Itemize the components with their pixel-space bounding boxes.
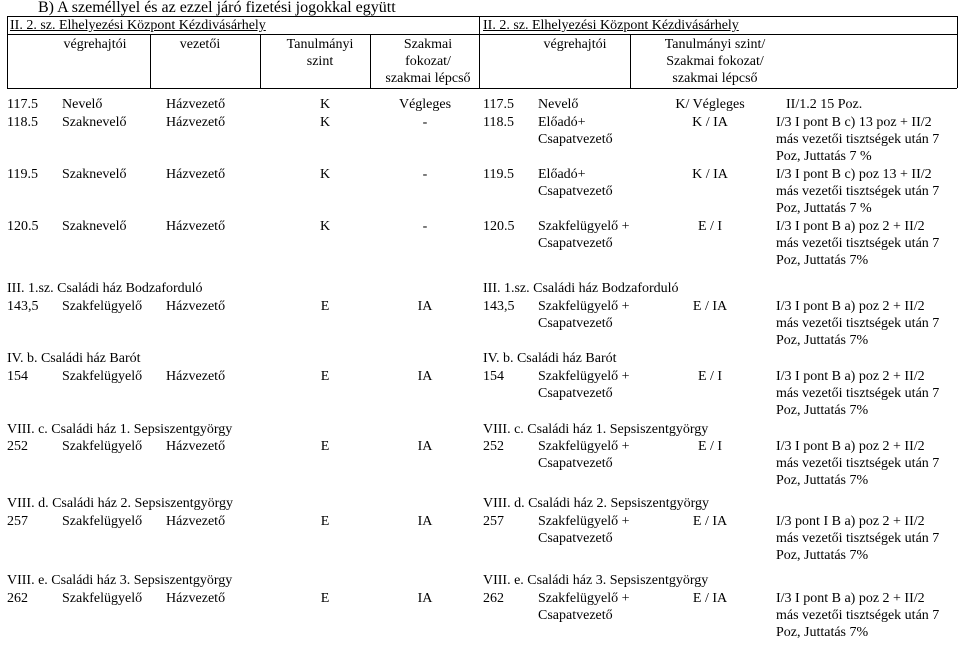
section-right-7: VIII. d. Családi ház 2. Sepsiszentgyörgy (483, 496, 710, 511)
row-right-note-line-2: más vezetői tisztségek után 7 (776, 531, 940, 546)
row-left-manager: Házvezető (166, 167, 226, 182)
section-left-8: VIII. e. Családi ház 3. Sepsiszentgyörgy (7, 573, 233, 588)
row-right-position-line-2: Csapatvezető (538, 531, 613, 546)
row-right-note-line-3: Poz, Juttatás 7% (776, 548, 869, 563)
row-left-study-level: K (319, 219, 331, 234)
row-left-position: Szaknevelő (62, 115, 127, 130)
row-right-note-line-1: I/3 I pont B a) poz 2 + II/2 (776, 219, 925, 234)
row-left-grade: - (422, 167, 428, 182)
header-col-divider-2 (260, 34, 261, 88)
row-right-number: 117.5 (483, 97, 514, 112)
row-right-note-line-2: más vezetői tisztségek után 7 (776, 386, 940, 401)
right-col-header-2-line-2: Szakmai fokozat/ (666, 54, 764, 69)
row-right-position-line-1: Szakfelügyelő + (538, 299, 630, 314)
row-right-note-line-1: I/3 I pont B a) poz 2 + II/2 (776, 369, 925, 384)
row-left-number: 143,5 (7, 299, 39, 314)
section-right-8: VIII. e. Családi ház 3. Sepsiszentgyörgy (483, 573, 709, 588)
row-right-number: 252 (483, 439, 504, 454)
row-right-note: II/1.2 15 Poz. (786, 97, 863, 112)
row-left-manager: Házvezető (166, 219, 226, 234)
row-left-manager: Házvezető (166, 369, 226, 384)
left-unit-title: II. 2. sz. Elhelyezési Központ Kézdivásárhely (10, 18, 266, 33)
row-left-grade: IA (417, 439, 433, 454)
header-col-divider-1 (150, 34, 151, 88)
row-left-grade: IA (417, 299, 433, 314)
row-right-note-line-3: Poz, Juttatás 7 % (776, 149, 872, 164)
right-col-header-2-line-3: szakmai lépcső (672, 71, 758, 86)
row-right-position-line-1: Szakfelügyelő + (538, 439, 630, 454)
row-right-position-line-2: Csapatvezető (538, 386, 613, 401)
row-right-position: Nevelő (538, 97, 579, 112)
left-col-header-4-line-3: szakmai lépcső (385, 71, 471, 86)
left-col-header-2: vezetői (179, 37, 221, 52)
row-right-note-line-1: I/3 I pont B c) poz 13 + II/2 (776, 167, 932, 182)
left-col-header-4-line-1: Szakmai (403, 37, 453, 52)
row-right-grade: E / IA (692, 591, 728, 606)
row-left-position: Szakfelügyelő (62, 514, 143, 529)
row-left-position: Szakfelügyelő (62, 299, 143, 314)
left-col-header-4-line-2: fokozat/ (405, 54, 451, 69)
row-right-note-line-2: más vezetői tisztségek után 7 (776, 316, 940, 331)
document-title: B) A személlyel és az ezzel járó fizetési jogokkal együtt (38, 0, 396, 16)
row-left-position: Szakfelügyelő (62, 591, 143, 606)
left-col-header-3-line-1: Tanulmányi (286, 37, 354, 52)
row-right-number: 143,5 (483, 299, 515, 314)
row-right-note-line-2: más vezetői tisztségek után 7 (776, 132, 940, 147)
row-right-note-line-3: Poz, Juttatás 7 % (776, 201, 872, 216)
row-right-position-line-1: Szakfelügyelő + (538, 369, 630, 384)
row-left-position: Szakfelügyelő (62, 439, 143, 454)
header-col-divider-3 (370, 34, 371, 88)
row-right-position-line-2: Csapatvezető (538, 184, 613, 199)
row-right-number: 120.5 (483, 219, 515, 234)
row-right-note-line-3: Poz, Juttatás 7% (776, 625, 869, 640)
row-left-position: Szaknevelő (62, 167, 127, 182)
row-right-position-line-2: Csapatvezető (538, 456, 613, 471)
row-right-note-line-1: I/3 I pont B c) 13 poz + II/2 (776, 115, 932, 130)
row-right-grade: K/ Végleges (675, 97, 745, 112)
right-border (957, 16, 958, 88)
row-right-position-line-1: Előadó+ (538, 115, 586, 130)
row-left-study-level: E (320, 514, 330, 529)
header-col-divider-5 (630, 34, 631, 88)
section-left-7: VIII. d. Családi ház 2. Sepsiszentgyörgy (7, 496, 234, 511)
row-right-grade: K / IA (692, 115, 728, 130)
row-right-number: 262 (483, 591, 504, 606)
row-right-number: 119.5 (483, 167, 514, 182)
row-left-manager: Házvezető (166, 299, 226, 314)
left-col-header-1: végrehajtói (63, 37, 127, 52)
right-col-header-1: végrehajtói (543, 37, 607, 52)
row-right-position-line-2: Csapatvezető (538, 132, 613, 147)
row-left-study-level: K (319, 115, 331, 130)
row-left-grade: - (422, 219, 428, 234)
row-left-grade: IA (417, 591, 433, 606)
row-right-note-line-2: más vezetői tisztségek után 7 (776, 456, 940, 471)
row-left-study-level: K (319, 167, 331, 182)
row-right-grade: E / I (697, 369, 723, 384)
row-left-number: 119.5 (7, 167, 38, 182)
row-left-study-level: E (320, 439, 330, 454)
row-right-note-line-3: Poz, Juttatás 7% (776, 473, 869, 488)
row-right-note-line-2: más vezetői tisztségek után 7 (776, 184, 940, 199)
row-right-number: 118.5 (483, 115, 514, 130)
row-left-grade: Végleges (398, 97, 452, 112)
row-left-manager: Házvezető (166, 514, 226, 529)
row-left-number: 252 (7, 439, 28, 454)
row-right-note-line-3: Poz, Juttatás 7% (776, 403, 869, 418)
row-left-number: 154 (7, 369, 28, 384)
row-right-position-line-2: Csapatvezető (538, 608, 613, 623)
row-right-grade: E / IA (692, 514, 728, 529)
row-left-study-level: E (320, 299, 330, 314)
row-right-note-line-3: Poz, Juttatás 7% (776, 253, 869, 268)
right-unit-title: II. 2. sz. Elhelyezési Központ Kézdivásárhely (483, 18, 739, 33)
row-left-manager: Házvezető (166, 115, 226, 130)
row-right-note-line-1: I/3 I pont B a) poz 2 + II/2 (776, 591, 925, 606)
middle-border (479, 16, 480, 88)
row-left-manager: Házvezető (166, 97, 226, 112)
row-right-position-line-1: Szakfelügyelő + (538, 591, 630, 606)
row-right-grade: K / IA (692, 167, 728, 182)
section-left-4: III. 1.sz. Családi ház Bodzaforduló (7, 281, 203, 296)
row-left-manager: Házvezető (166, 591, 226, 606)
row-left-position: Szakfelügyelő (62, 369, 143, 384)
row-left-study-level: E (320, 591, 330, 606)
section-right-6: VIII. c. Családi ház 1. Sepsiszentgyörgy (483, 422, 709, 437)
left-col-header-3-line-2: szint (306, 54, 334, 69)
row-left-grade: - (422, 115, 428, 130)
row-right-number: 154 (483, 369, 504, 384)
row-left-number: 262 (7, 591, 28, 606)
row-right-note-line-2: más vezetői tisztségek után 7 (776, 608, 940, 623)
row-left-number: 117.5 (7, 97, 38, 112)
row-right-note-line-3: Poz, Juttatás 7% (776, 333, 869, 348)
left-border (7, 16, 8, 88)
section-right-4: III. 1.sz. Családi ház Bodzaforduló (483, 281, 679, 296)
table-top-rule (7, 16, 957, 17)
row-left-grade: IA (417, 369, 433, 384)
row-right-grade: E / I (697, 219, 723, 234)
row-left-manager: Házvezető (166, 439, 226, 454)
row-right-position-line-1: Előadó+ (538, 167, 586, 182)
row-left-study-level: K (319, 97, 331, 112)
row-left-position: Nevelő (62, 97, 103, 112)
row-right-grade: E / I (697, 439, 723, 454)
row-right-grade: E / IA (692, 299, 728, 314)
row-right-position-line-2: Csapatvezető (538, 316, 613, 331)
header-bottom-rule (7, 88, 957, 89)
row-right-note-line-1: I/3 pont I B a) poz 2 + II/2 (776, 514, 925, 529)
section-right-5: IV. b. Családi ház Barót (483, 351, 617, 366)
row-right-note-line-1: I/3 I pont B a) poz 2 + II/2 (776, 439, 925, 454)
row-right-position-line-2: Csapatvezető (538, 236, 613, 251)
row-left-grade: IA (417, 514, 433, 529)
row-right-position-line-1: Szakfelügyelő + (538, 219, 630, 234)
row-left-number: 118.5 (7, 115, 38, 130)
row-left-study-level: E (320, 369, 330, 384)
row-left-number: 257 (7, 514, 28, 529)
section-left-5: IV. b. Családi ház Barót (7, 351, 141, 366)
right-col-header-2-line-1: Tanulmányi szint/ (664, 37, 766, 52)
row-left-position: Szaknevelő (62, 219, 127, 234)
section-left-6: VIII. c. Családi ház 1. Sepsiszentgyörgy (7, 422, 233, 437)
row-right-position-line-1: Szakfelügyelő + (538, 514, 630, 529)
row-right-number: 257 (483, 514, 504, 529)
row-right-note-line-1: I/3 I pont B a) poz 2 + II/2 (776, 299, 925, 314)
row-left-number: 120.5 (7, 219, 39, 234)
row-right-note-line-2: más vezetői tisztségek után 7 (776, 236, 940, 251)
